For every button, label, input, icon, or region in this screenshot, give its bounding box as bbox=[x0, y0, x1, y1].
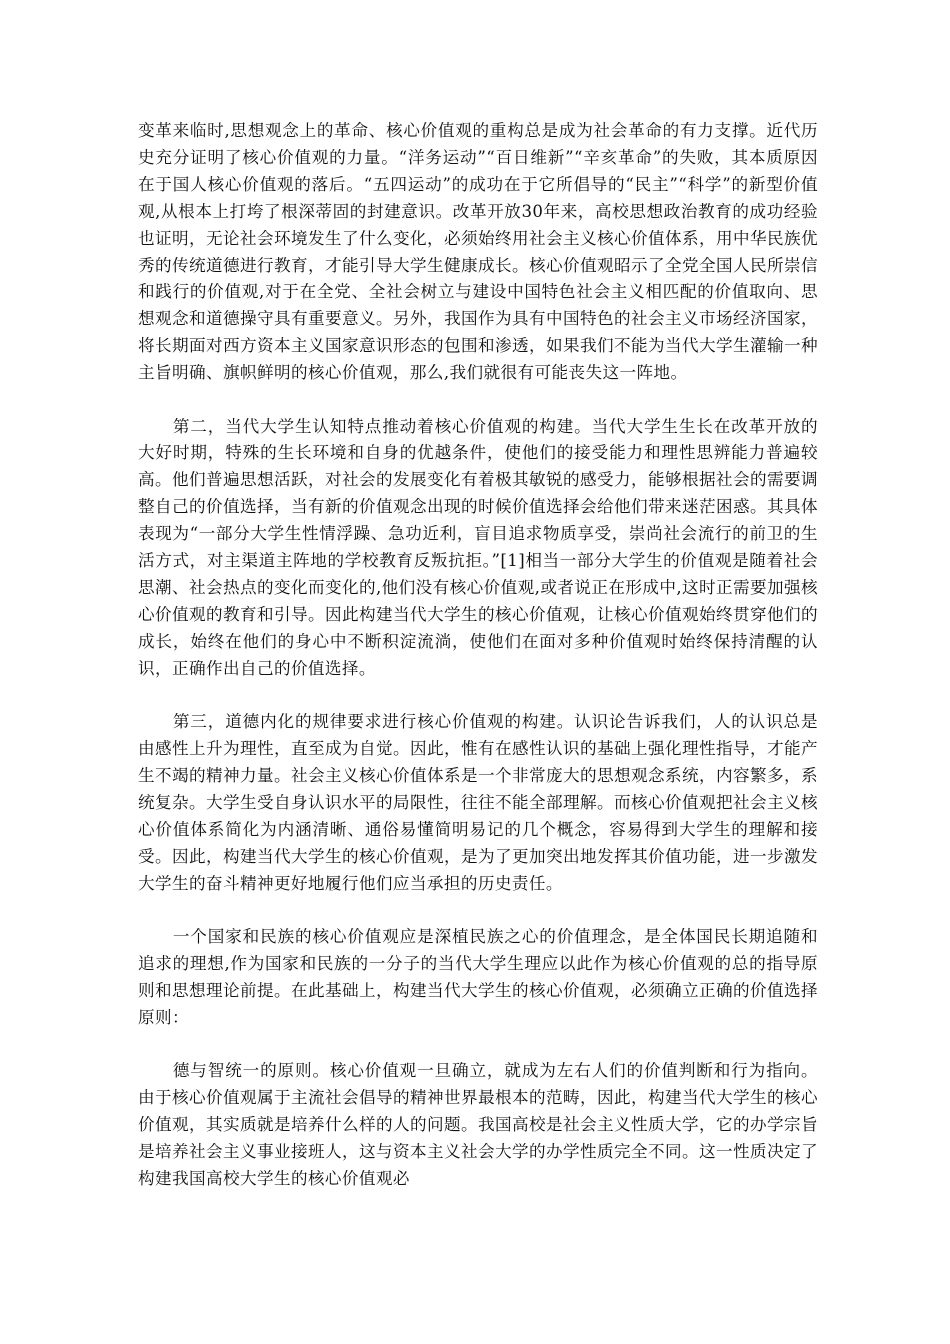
paragraph-2: 第二，当代大学生认知特点推动着核心价值观的构建。当代大学生生长在改革开放的大好时期，特殊的生长环境和自身的优越条件，使他们的接受能力和理性思辨能力普遍较高。他们普遍思想活跃，对社会的发展变化有着极其敏锐的感受力，能够根据社会的需要调整自己的价值选择，当有新的价值观念出现的时候价值选择会给他们带来迷茫困惑。其具体表现为“一部分大学生性情浮躁、急功近利，盲目追求物质享受，崇尚社会流行的前卫的生活方式，对主渠道主阵地的学校教育反叛抗拒。”[1]相当一部分大学生的价值观是随着社会思潮、社会热点的变化而变化的,他们没有核心价值观,或者说正在形成中,这时正需要加强核心价值观的教育和引导。因此构建当代大学生的核心价值观，让核心价值观始终贯穿他们的成长，始终在他们的身心中不断积淀流淌，使他们在面对多种价值观时始终保持清醒的认识，正确作出自己的价值选择。 bbox=[138, 416, 818, 678]
document-body bbox=[138, 118, 818, 1193]
paragraph-3: 第三，道德内化的规律要求进行核心价值观的构建。认识论告诉我们，人的认识总是由感性上升为理性，直至成为自觉。因此，惟有在感性认识的基础上强化理性指导，才能产生不竭的精神力量。社会主义核心价值体系是一个非常庞大的思想观念系统，内容繁多，系统复杂。大学生受自身认识水平的局限性，往往不能全部理解。而核心价值观把社会主义核心价值体系简化为内涵清晰、通俗易懂简明易记的几个概念，容易得到大学生的理解和接受。因此，构建当代大学生的核心价值观，是为了更加突出地发挥其价值功能，进一步激发大学生的奋斗精神更好地履行他们应当承担的历史责任。 bbox=[138, 712, 818, 893]
paragraph-1: 变革来临时,思想观念上的革命、核心价值观的重构总是成为社会革命的有力支撑。近代历史充分证明了核心价值观的力量。“洋务运动”“百日维新”“辛亥革命”的失败，其本质原因在于国人核心价值观的落后。“五四运动”的成功在于它所倡导的“民主”“科学”的新型价值观,从根本上打垮了根深蒂固的封建意识。改革开放30年来，高校思想政治教育的成功经验也证明，无论社会环境发生了什么变化，必须始终用社会主义核心价值体系，用中华民族优秀的传统道德进行教育，才能引导大学生健康成长。核心价值观昭示了全党全国人民所崇信和践行的价值观,对于在全党、全社会树立与建设中国特色社会主义相匹配的价值取向、思想观念和道德操守具有重要意义。另外，我国作为具有中国特色的社会主义市场经济国家，将长期面对西方资本主义国家意识形态的包围和渗透，如果我们不能为当代大学生灌输一种主旨明确、旗帜鲜明的核心价值观，那么,我们就很有可能丧失这一阵地。 bbox=[138, 121, 818, 383]
paragraph-4: 一个国家和民族的核心价值观应是深植民族之心的价值理念，是全体国民长期追随和追求的理想,作为国家和民族的一分子的当代大学生理应以此作为核心价值观的总的指导原则和思想理论前提。在此基础上，构建当代大学生的核心价值观，必须确立正确的价值选择原则： bbox=[138, 926, 818, 1027]
paragraph-5: 德与智统一的原则。核心价值观一旦确立，就成为左右人们的价值判断和行为指向。由于核心价值观属于主流社会倡导的精神世界最根本的范畴，因此，构建当代大学生的核心价值观，其实质就是培养什么样的人的问题。我国高校是社会主义性质大学，它的办学宗旨是培养社会主义事业接班人，这与资本主义社会大学的办学性质完全不同。这一性质决定了构建我国高校大学生的核心价值观必 bbox=[138, 1061, 818, 1188]
